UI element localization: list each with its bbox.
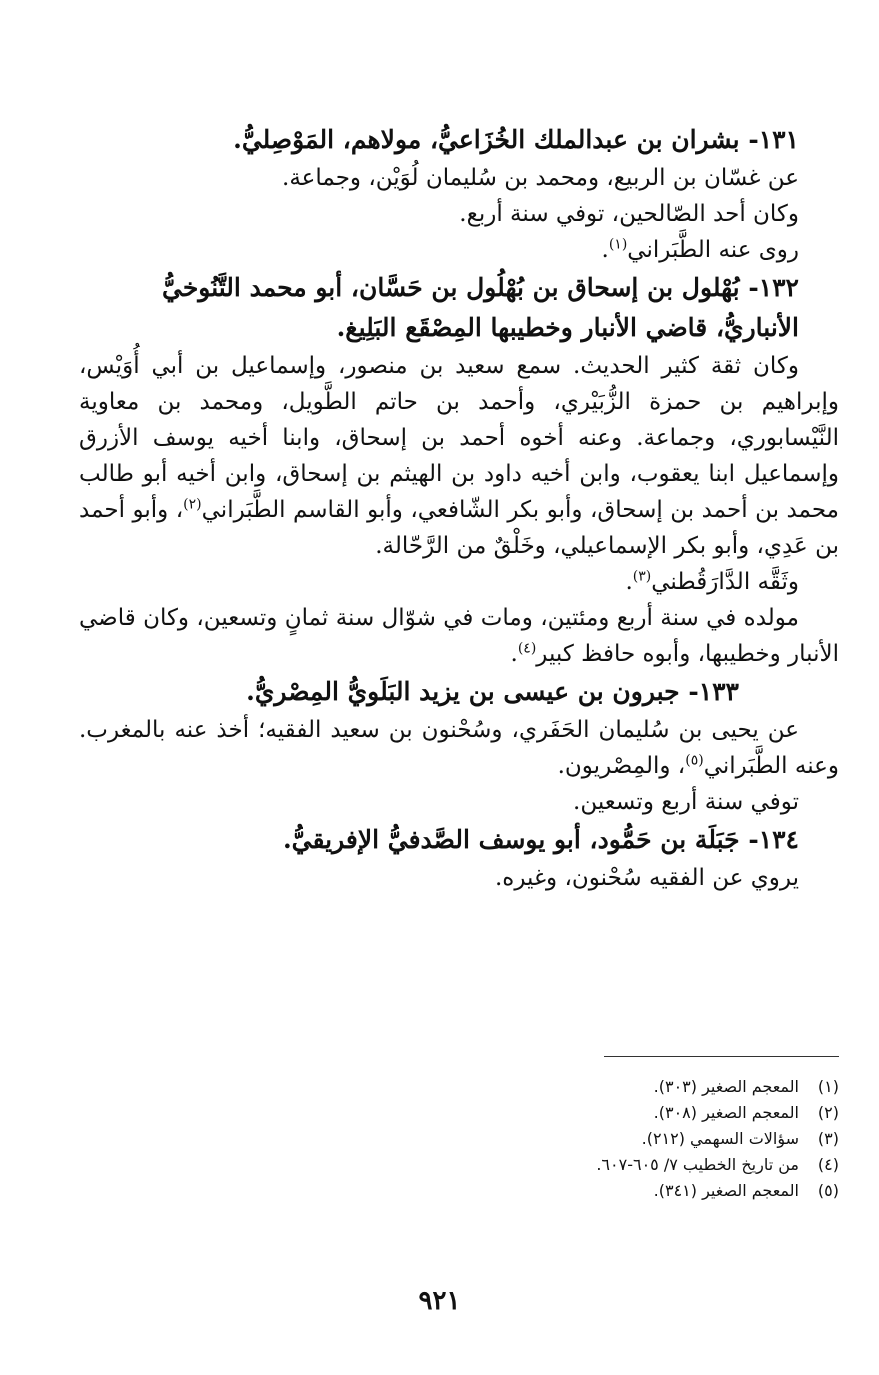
footnote-number: (٣): [817, 1129, 839, 1148]
entry-132-birth-death: [79, 600, 839, 672]
footnote-ref-4[interactable]: (٤): [517, 640, 537, 657]
entry-132-birth-text: مولده في سنة أربع ومئتين، ومات في شوّال سنة ثمانٍ وتسعين، وكان قاضي الأنبار وخطيبها، وأبوه حافظ كبير: [79, 605, 839, 667]
entry-heading-133: ١٣٣- جبرون بن عيسى بن يزيد البَلَويُّ المِصْريُّ.: [246, 677, 739, 706]
entry-heading-131: ١٣١- بشران بن عبدالملك الخُزَاعيُّ، مولاهم، المَوْصِليُّ.: [233, 125, 799, 154]
footnote-text: المعجم الصغير (٣٠٨).: [653, 1103, 799, 1122]
entry-133-body: [79, 712, 839, 784]
footnote-number: (٤): [817, 1155, 839, 1174]
footnote-text: سؤالات السهمي (٢١٢).: [641, 1129, 799, 1148]
entry-132-birth-end: .: [510, 641, 518, 667]
entry-131-line-3-end: .: [601, 237, 609, 263]
footnote-4: [79, 1152, 839, 1178]
footnote-ref-5[interactable]: (٥): [685, 752, 704, 769]
footnote-number: (٥): [817, 1181, 839, 1200]
footnote-divider: [604, 1056, 839, 1057]
footnote-number: (٢): [817, 1103, 839, 1122]
footnote-1: [79, 1074, 839, 1100]
footnote-text: من تاريخ الخطيب ٧/ ٦٠٥-٦٠٧.: [596, 1155, 799, 1174]
entry-132-tawthiq-end: .: [625, 569, 633, 595]
footnote-number: (١): [817, 1077, 839, 1096]
entry-133-body-end: ، والمِصْريون.: [557, 753, 686, 779]
entry-131-line-1: عن غسّان بن الربيع، ومحمد بن سُليمان لُوَيْن، وجماعة.: [282, 165, 799, 191]
footnote-text: المعجم الصغير (٣٤١).: [653, 1181, 799, 1200]
footnote-2: [79, 1100, 839, 1126]
entry-131-line-2: وكان أحد الصّالحين، توفي سنة أربع.: [459, 201, 799, 227]
entry-133-line-death: توفي سنة أربع وتسعين.: [573, 789, 799, 815]
entry-132-tawthiq-text: وثَقَّه الدَّارَقُطني: [651, 569, 799, 595]
footnotes: [79, 1074, 839, 1204]
entry-131-line-3: [79, 232, 839, 268]
footnote-ref-1[interactable]: (١): [608, 236, 628, 253]
page-number: ٩٢١: [418, 1286, 461, 1316]
entry-133-body-text: عن يحيى بن سُليمان الحَفَري، وسُحْنون بن سعيد الفقيه؛ أخذ عنه بالمغرب. وعنه الطَّبَراني: [79, 717, 839, 779]
main-text: [79, 120, 839, 896]
entry-heading-134: ١٣٤- جَبَلَة بن حَمُّود، أبو يوسف الصَّدفيُّ الإفريقيُّ.: [282, 825, 799, 854]
entry-132-body-text: وكان ثقة كثير الحديث. سمع سعيد بن منصور، وإسماعيل بن أبي أُوَيْس، وإبراهيم بن حمزة الزُّبَيْري، وأحمد بن حاتم الطَّويل، ومحمد بن معاوية النَّيْسابوري، وجماعة. وعنه أخوه أحمد بن إسحاق، وابنا أخيه يوسف الأزرق وإسماعيل ابنا يعقوب، وابن أخيه داود بن الهيثم بن إسحاق، وابن أخيه أبو طالب محمد بن أحمد بن إسحاق، وأبو بكر الشّافعي، وأبو القاسم الطَّبَراني: [79, 353, 839, 523]
footnote-text: المعجم الصغير (٣٠٣).: [653, 1077, 799, 1096]
entry-132-body-text-cont: ، وأبو أحمد بن عَدِي، وأبو بكر الإسماعيلي، وخَلْقٌ من الرَّحّالة.: [79, 497, 839, 559]
entry-134-line-1: يروي عن الفقيه سُحْنون، وغيره.: [495, 865, 799, 891]
entry-131-line-3-text: روى عنه الطَّبَراني: [627, 237, 799, 263]
entry-heading-132: ١٣٢- بُهْلول بن إسحاق بن بُهْلُول بن حَسَّان، أبو محمد التَّنُوخيُّ الأنباريُّ، قاضي الأنبار وخطيبها المِصْقَع البَلِيغ.: [162, 273, 799, 342]
entry-132-line-tawthiq: [79, 564, 839, 600]
footnote-ref-2[interactable]: (٢): [183, 496, 202, 513]
footnote-5: [79, 1178, 839, 1204]
entry-132-body: [79, 348, 839, 564]
footnote-ref-3[interactable]: (٣): [632, 568, 652, 585]
footnote-3: [79, 1126, 839, 1152]
